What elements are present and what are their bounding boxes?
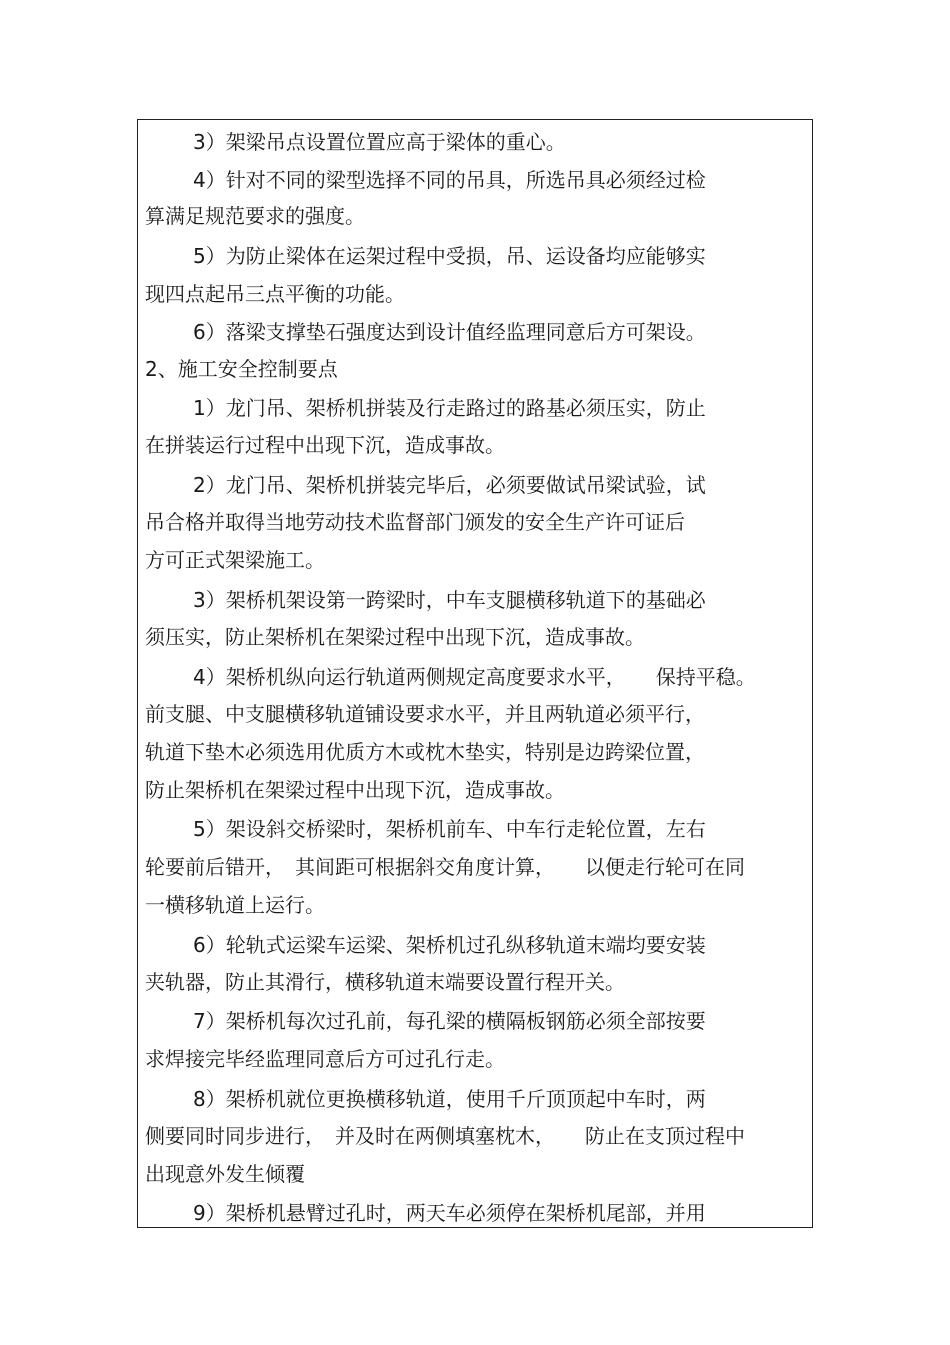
text-line: 算满足规范要求的强度。 [145,204,365,228]
text-line: 6）落梁支撑垫石强度达到设计值经监理同意后方可架设。 [193,320,706,344]
text-line: 须压实，防止架桥机在架梁过程中出现下沉，造成事故。 [145,625,645,649]
text-line: 方可正式架梁施工。 [145,548,325,572]
text-line: 吊合格并取得当地劳动技术监督部门颁发的安全生产许可证后 [145,510,685,534]
text-line: 现四点起吊三点平衡的功能。 [145,282,405,306]
document-frame [137,119,813,1228]
text-line: 2）龙门吊、架桥机拼装完毕后，必须要做试吊梁试验，试 [193,473,706,497]
text-line: 防止架桥机在架梁过程中出现下沉，造成事故。 [145,778,565,802]
section-heading: 2、施工安全控制要点 [145,357,338,381]
text-line: 8）架桥机就位更换横移轨道，使用千斤顶顶起中车时，两 [193,1087,706,1111]
text-line: 夹轨器，防止其滑行，横移轨道末端要设置行程开关。 [145,970,625,994]
text-line: 3）架梁吊点设置位置应高于梁体的重心。 [193,130,566,154]
text-line: 轮要前后错开， 其间距可根据斜交角度计算， 以便走行轮可在同 [145,855,745,879]
text-line: 在拼装运行过程中出现下沉，造成事故。 [145,433,505,457]
text-line: 4）架桥机纵向运行轨道两侧规定高度要求水平， 保持平稳。 [193,665,756,689]
text-line: 出现意外发生倾覆 [145,1162,305,1186]
text-line: 求焊接完毕经监理同意后方可过孔行走。 [145,1047,505,1071]
text-line: 5）架设斜交桥梁时，架桥机前车、中车行走轮位置，左右 [193,817,706,841]
text-line: 3）架桥机架设第一跨梁时，中车支腿横移轨道下的基础必 [193,588,706,612]
text-line: 一横移轨道上运行。 [145,893,325,917]
text-line: 9）架桥机悬臂过孔时，两天车必须停在架桥机尾部，并用 [193,1201,706,1225]
text-line: 4）针对不同的梁型选择不同的吊具，所选吊具必须经过检 [193,168,706,192]
text-line: 轨道下垫木必须选用优质方木或枕木垫实，特别是边跨梁位置， [145,740,705,764]
text-line: 6）轮轨式运梁车运梁、架桥机过孔纵移轨道末端均要安装 [193,933,706,957]
text-line: 1）龙门吊、架桥机拼装及行走路过的路基必须压实，防止 [193,396,706,420]
text-line: 侧要同时同步进行， 并及时在两侧填塞枕木， 防止在支顶过程中 [145,1124,745,1148]
text-line: 7）架桥机每次过孔前，每孔梁的横隔板钢筋必须全部按要 [193,1009,706,1033]
text-line: 前支腿、中支腿横移轨道铺设要求水平，并且两轨道必须平行， [145,702,705,726]
text-line: 5）为防止梁体在运架过程中受损，吊、运设备均应能够实 [193,244,706,268]
